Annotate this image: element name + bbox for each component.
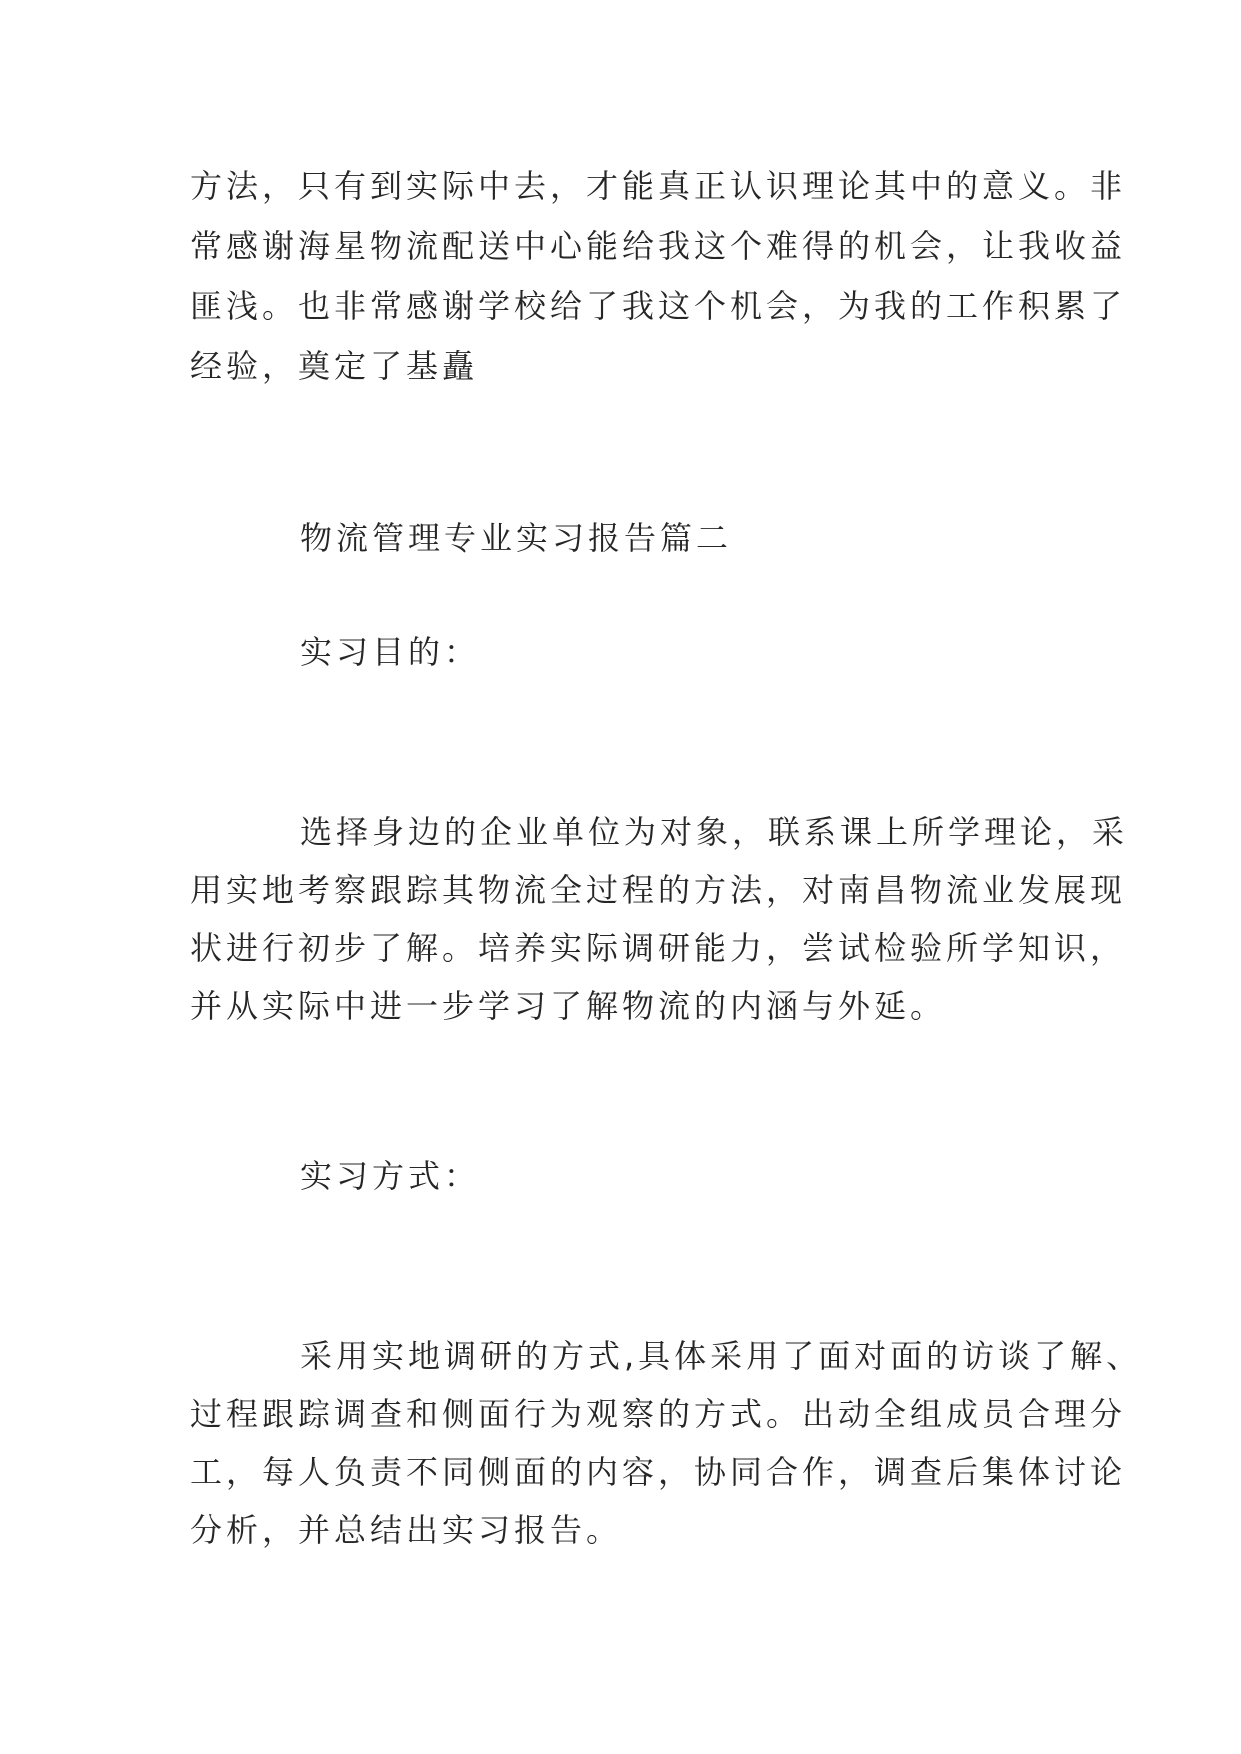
text-line: 工，每人负责不同侧面的内容，协同合作，调查后集体讨论 bbox=[190, 1453, 1127, 1491]
text-line: 方法，只有到实际中去，才能真正认识理论其中的意义。非 bbox=[190, 167, 1127, 205]
section-title: 物流管理专业实习报告篇二 bbox=[300, 519, 733, 557]
text-line: 采用实地调研的方式,具体采用了面对面的访谈了解、 bbox=[300, 1337, 1143, 1375]
text-line: 过程跟踪调查和侧面行为观察的方式。出动全组成员合理分 bbox=[190, 1395, 1127, 1433]
text-line: 经验，奠定了基矗 bbox=[190, 347, 479, 385]
text-line: 选择身边的企业单位为对象，联系课上所学理论，采 bbox=[300, 813, 1129, 851]
text-line: 常感谢海星物流配送中心能给我这个难得的机会，让我收益 bbox=[190, 227, 1127, 265]
text-line: 用实地考察跟踪其物流全过程的方法，对南昌物流业发展现 bbox=[190, 871, 1127, 909]
method-heading: 实习方式： bbox=[300, 1157, 481, 1195]
text-line: 匪浅。也非常感谢学校给了我这个机会，为我的工作积累了 bbox=[190, 287, 1127, 325]
text-line: 并从实际中进一步学习了解物流的内涵与外延。 bbox=[190, 987, 947, 1025]
purpose-heading: 实习目的： bbox=[300, 633, 481, 671]
text-line: 状进行初步了解。培养实际调研能力，尝试检验所学知识， bbox=[190, 929, 1127, 967]
text-line: 分析，并总结出实习报告。 bbox=[190, 1511, 623, 1549]
